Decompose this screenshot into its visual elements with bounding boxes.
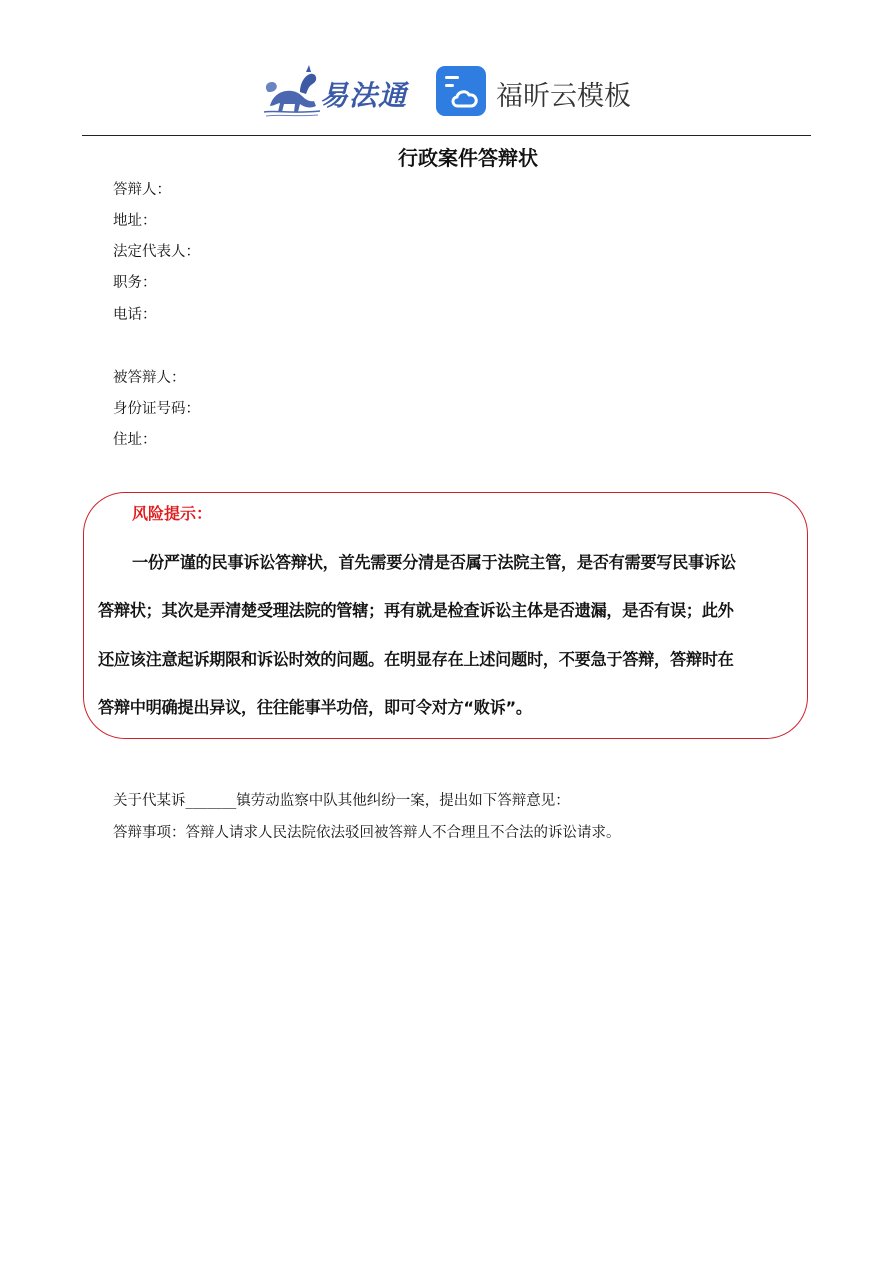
id-number-label: 身份证号码： <box>113 401 200 417</box>
phone-label: 电话： <box>113 307 157 323</box>
respondent-address-label: 地址： <box>113 213 157 229</box>
yifatong-logo <box>262 62 412 118</box>
header-divider <box>82 135 811 136</box>
plaintiff-name-label: 被答辩人： <box>113 370 186 386</box>
qilin-emblem-icon <box>262 62 322 118</box>
risk-tip-line: 一份严谨的民事诉讼答辩状，首先需要分清是否属于法院主管，是否有需要写民事诉讼 <box>132 553 736 572</box>
document-title: 行政案件答辩状 <box>398 146 538 170</box>
defense-matters: 答辩事项：答辩人请求人民法院依法驳回被答辩人不合理且不合法的诉讼请求。 <box>113 825 621 841</box>
plaintiff-address-label: 住址： <box>113 432 157 448</box>
yifatong-brand-text: 易法通 <box>320 79 408 112</box>
cloud-document-icon <box>436 66 486 116</box>
fuxin-brand-text: 福昕云模板 <box>496 81 631 112</box>
risk-tip-line: 答辩中明确提出异议，往往能事半功倍，即可令对方“败诉”。 <box>98 698 532 717</box>
case-statement: 关于代某诉_______镇劳动监察中队其他纠纷一案，提出如下答辩意见： <box>113 793 570 809</box>
risk-tip-line: 答辩状；其次是弄清楚受理法院的管辖；再有就是检查诉讼主体是否遗漏，是否有误；此外 <box>98 601 734 620</box>
fuxin-logo <box>436 64 636 118</box>
risk-tip-box <box>83 492 808 739</box>
legal-representative-label: 法定代表人： <box>113 244 200 260</box>
page-header <box>0 58 893 124</box>
respondent-name-label: 答辩人： <box>113 182 171 198</box>
risk-tip-heading: 风险提示： <box>132 504 213 523</box>
position-label: 职务： <box>113 275 157 291</box>
risk-tip-line: 还应该注意起诉期限和诉讼时效的问题。在明显存在上述问题时，不要急于答辩，答辩时在 <box>98 650 734 669</box>
